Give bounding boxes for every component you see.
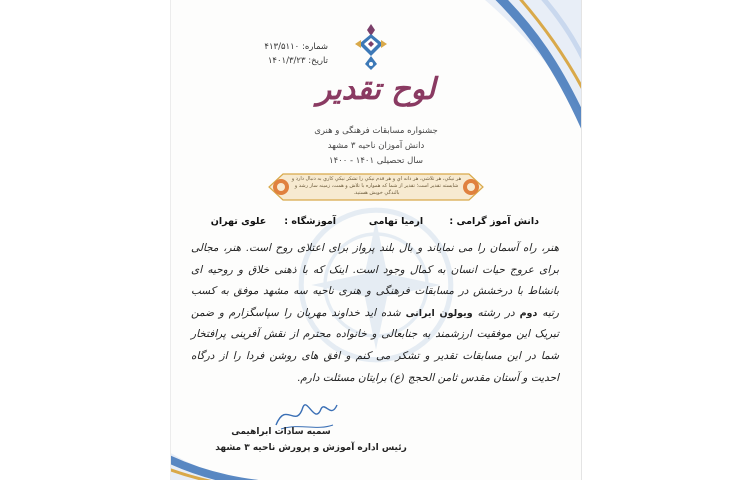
festival-name: جشنواره مسابقات فرهنگی و هنری [314, 126, 438, 136]
ornament-emblem-icon [351, 22, 391, 72]
signer-name: سمیه سادات ابراهیمی [231, 427, 331, 437]
certificate-body [191, 238, 559, 389]
letter-reference [233, 40, 328, 68]
student-name: ارمیا تهامی [368, 216, 424, 227]
body-text-part2: در رشته [477, 306, 515, 319]
student-label: دانش آموز گرامی : [449, 216, 539, 227]
letter-date: تاریخ: ۱۴۰۱/۳/۲۳ [267, 56, 328, 66]
banner-text: هر نيكي، هر تلاشي، هر دانه اي و هر قدم نيكي را تشكر نيكي كاري به دنبال دارد و شايسته تقدير است؛ تقدير از شما كه همواره با تلاش و همت، زمينه ساز رشد و بالندگي خويش هستيد. [291, 176, 462, 196]
district-line: دانش آموزان ناحیه ۳ مشهد [327, 141, 425, 151]
decorative-swoosh-bottom [170, 400, 311, 480]
certificate-title: لوح تقدیر [316, 72, 436, 107]
school-label: آموزشگاه : [284, 216, 336, 227]
certificate-page [170, 0, 582, 480]
school-name: علوی تهران [210, 216, 267, 227]
letter-number: شماره: ۴۱۳/۵۱۱۰ [264, 42, 328, 52]
rank-value: دوم [519, 307, 538, 319]
body-text-part1: هنر، راه آسمان را می نمایاند و بال بلند پرواز برای اعتلای روح است. هنر، مجالی برای عروج حیات انسان به کمال وجود است. اینک که با ذهنی خلاق و روحیه ای بانشاط با درخشش در مسابقات فرهنگی و هنری ناحیه سه مشهد موفق به کسب رتبه [191, 242, 559, 319]
academic-year: سال تحصیلی ۱۴۰۱ - ۱۴۰۰ [329, 156, 423, 166]
body-text-part3: شده اید خداوند مهربان را سپاسگزارم و ضمن تبریک این موفقیت ارزشمند به جنابعالی و خانواده محترم از نقش آفرینی پرافتخار شما در این مسابقات تقدیر و تشکر می کنم و افق های روشن فردا را از درگاه احدیت و آستان مقدس ثامن الحجج (ع) برایتان مسئلت دارم. [191, 306, 559, 384]
field-value: ویولون ایرانی [405, 307, 473, 319]
signer-title: رئیس اداره آموزش و پرورش ناحیه ۳ مشهد [215, 443, 407, 453]
